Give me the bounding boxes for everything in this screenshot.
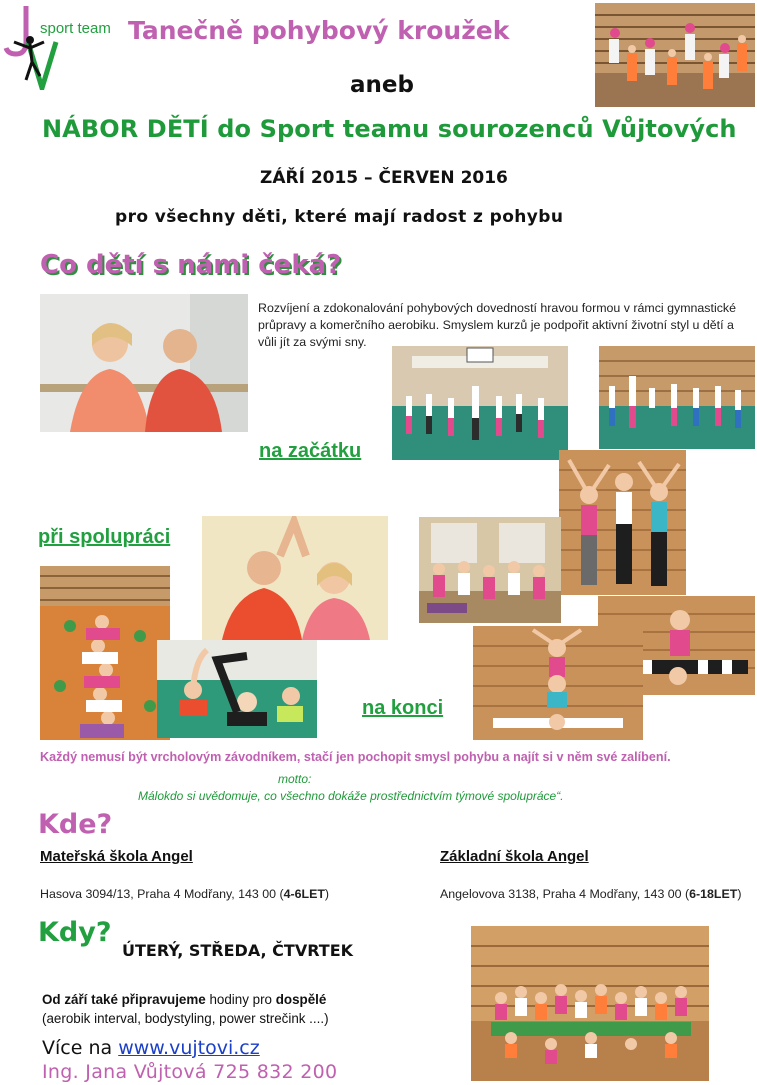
group-photo-gym — [471, 926, 709, 1081]
trainers-photo — [40, 294, 248, 432]
school2-address — [440, 887, 741, 901]
when-heading: Kdy? — [38, 917, 112, 948]
adults-offer-part1: Od září také připravujeme — [42, 992, 206, 1007]
dancer-icon — [2, 2, 62, 90]
intro-paragraph: Rozvíjení a zdokonalování pohybových dovedností hravou formou v rámci gymnastické průpravy a komerčního aerobiku. Smyslem kurzů je podpořit aktivní životní styl u dětí a vůli jít za svými sny. — [258, 301, 736, 349]
kids-carpet-photo — [40, 566, 170, 740]
adults-programs: (aerobik interval, bodystyling, power strečink ....) — [42, 1011, 329, 1026]
tagline: pro všechny děti, které mají radost z pohybu — [115, 207, 564, 227]
school2-address-text: Angelovova 3138, Praha 4 Modřany, 143 00 ( — [440, 887, 690, 901]
school2-name: Základní škola Angel — [440, 848, 589, 865]
adults-offer-part3: dospělé — [275, 992, 327, 1007]
poster-title: Tanečně pohybový kroužek — [128, 16, 510, 45]
training-days: ÚTERÝ, STŘEDA, ČTVRTEK — [122, 941, 354, 960]
logo-text: sport team — [40, 20, 111, 37]
more-info — [42, 1037, 260, 1059]
recruitment-subtitle: NÁBOR DĚTÍ do Sport teamu sourozenců Vůjtových — [42, 115, 737, 143]
school1-name: Mateřská škola Angel — [40, 848, 193, 865]
school1-close: ) — [324, 887, 330, 901]
group-photo-wallbars — [595, 3, 755, 107]
pyramid-photo — [473, 626, 643, 740]
section-heading-what-awaits: Co dětí s námi čeká? — [40, 250, 342, 280]
label-cooperation: při spolupráci — [38, 526, 171, 548]
logo — [2, 2, 122, 90]
gym-photo-start-1 — [392, 346, 568, 460]
label-at-end: na konci — [362, 697, 444, 719]
school1-address — [40, 887, 329, 901]
motto-label: motto: — [278, 772, 312, 786]
adults-offer — [42, 992, 326, 1007]
girls-dance-photo — [559, 450, 686, 595]
girls-floor-photo — [157, 640, 317, 738]
school1-age: 4-6LET — [283, 887, 325, 901]
date-range: ZÁŘÍ 2015 – ČERVEN 2016 — [260, 168, 508, 188]
where-heading: Kde? — [38, 809, 113, 840]
school2-age: 6-18LET — [689, 887, 738, 901]
quote-line: Každý nemusí být vrcholovým závodníkem, stačí jen pochopit smysl pohybu a najít si v něm své zalíbení. — [40, 750, 671, 764]
aneb-text: aneb — [350, 72, 414, 98]
label-at-start: na začátku — [259, 440, 362, 462]
gym-photo-start-2 — [599, 346, 755, 449]
motto-text: Málokdo si uvědomuje, co všechno dokáže prostřednictvím týmové spolupráce“. — [138, 789, 564, 803]
school1-address-text: Hasova 3094/13, Praha 4 Modřany, 143 00 ( — [40, 887, 284, 901]
more-info-label: Více na — [42, 1037, 113, 1059]
adults-offer-part2: hodiny pro — [205, 992, 276, 1007]
website-link[interactable]: www.vujtovi.cz — [118, 1037, 260, 1059]
school2-close: ) — [737, 887, 742, 901]
kids-room-photo — [419, 517, 561, 623]
contact-name-phone: Ing. Jana Vůjtová 725 832 200 — [42, 1061, 338, 1083]
trainers-highfive-photo — [202, 516, 388, 640]
